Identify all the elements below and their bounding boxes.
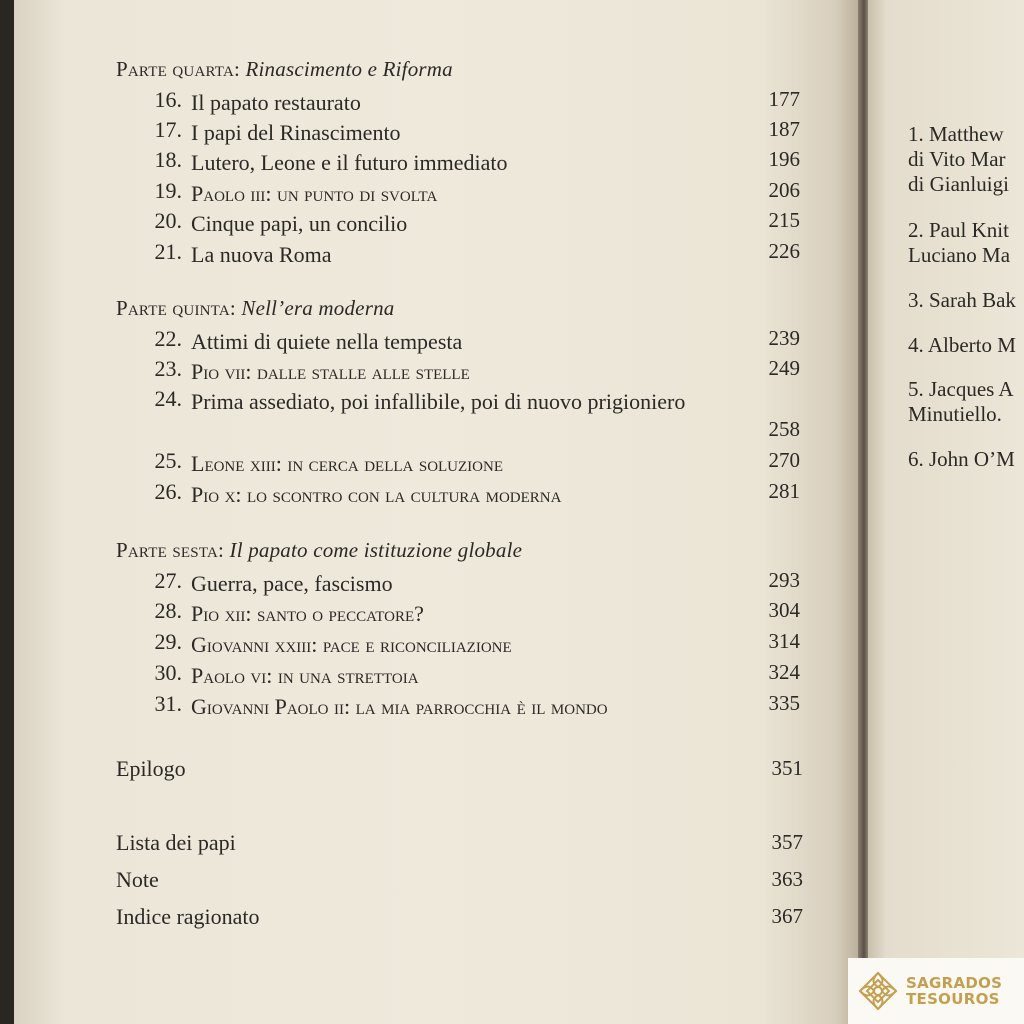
chapter-title: Giovanni Paolo ii: la mia parrocchia è il mondo	[191, 694, 608, 719]
back-matter-title: Note	[116, 867, 159, 892]
page-number: 363	[771, 867, 803, 891]
toc-entry	[0, 239, 860, 269]
chapter-number: 20.	[154, 208, 182, 233]
toc-entry	[0, 691, 860, 721]
page-number: 357	[771, 830, 803, 854]
right-page-line: di Gianluigi	[908, 172, 1009, 196]
right-page-line: 6. John O’M	[908, 447, 1015, 471]
page-number: 324	[768, 660, 800, 684]
toc-entry	[0, 117, 860, 147]
page-number: 258	[768, 417, 800, 441]
part-prefix: Parte sesta:	[116, 538, 225, 562]
ornament-icon	[856, 969, 900, 1013]
chapter-title: Pio vii: dalle stalle alle stelle	[191, 359, 470, 384]
chapter-number: 17.	[154, 117, 182, 142]
chapter-title: Guerra, pace, fascismo	[191, 571, 393, 596]
chapter-number: 23.	[154, 356, 182, 381]
page-number: 215	[768, 208, 800, 232]
toc-entry	[0, 479, 860, 509]
chapter-number: 26.	[154, 479, 182, 504]
part-name: Rinascimento e Riforma	[245, 57, 453, 81]
logo-line: TESOUROS	[906, 990, 1000, 1008]
toc-entry	[0, 448, 860, 478]
chapter-title: Giovanni xxiii: pace e riconciliazione	[191, 632, 512, 657]
page-number: 304	[768, 598, 800, 622]
part-name: Il papato come istituzione globale	[229, 538, 523, 562]
chapter-title: Paolo vi: in una strettoia	[191, 663, 419, 688]
page-number: 226	[768, 239, 800, 263]
chapter-number: 21.	[154, 239, 182, 264]
logo-wordmark	[906, 975, 1002, 1007]
part-name: Nell’era moderna	[241, 296, 395, 320]
page-number: 314	[768, 629, 800, 653]
page-number: 187	[768, 117, 800, 141]
toc-entry	[0, 660, 860, 690]
right-page-line: Minutiello.	[908, 402, 1002, 426]
page-number: 281	[768, 479, 800, 503]
chapter-title: Lutero, Leone e il futuro immediato	[191, 150, 508, 175]
page-number: 239	[768, 326, 800, 350]
chapter-title: Il papato restaurato	[191, 90, 361, 115]
chapter-title: Pio x: lo scontro con la cultura moderna	[191, 482, 562, 507]
page-number: 249	[768, 356, 800, 380]
chapter-title: Paolo iii: un punto di svolta	[191, 181, 438, 206]
right-page-line: 3. Sarah Bak	[908, 288, 1016, 312]
page-number: 335	[768, 691, 800, 715]
back-matter-title: Lista dei papi	[116, 830, 236, 855]
part-prefix: Parte quinta:	[116, 296, 236, 320]
page-number: 351	[771, 756, 803, 780]
page-number: 270	[768, 448, 800, 472]
right-page-line: 1. Matthew	[908, 122, 1004, 146]
page-number: 177	[768, 87, 800, 111]
page-number: 206	[768, 178, 800, 202]
watermark-logo	[848, 958, 1024, 1024]
chapter-number: 27.	[154, 568, 182, 593]
right-page-line: di Vito Mar	[908, 147, 1006, 171]
toc-entry	[0, 178, 860, 208]
page-number: 367	[771, 904, 803, 928]
toc-entry	[0, 386, 860, 448]
logo-line: SAGRADOS	[906, 974, 1003, 992]
page-number: 293	[768, 568, 800, 592]
toc-entry	[0, 356, 860, 386]
toc-entry	[0, 208, 860, 238]
chapter-number: 16.	[154, 87, 182, 112]
back-matter-title: Epilogo	[116, 756, 186, 781]
part-heading	[116, 296, 394, 321]
chapter-number: 29.	[154, 629, 182, 654]
chapter-number: 25.	[154, 448, 182, 473]
toc-entry	[0, 87, 860, 117]
chapter-number: 22.	[154, 326, 182, 351]
right-page-line: 4. Alberto M	[908, 333, 1016, 357]
toc-entry	[0, 147, 860, 177]
chapter-title: Prima assediato, poi infallibile, poi di nuovo prigioniero	[191, 389, 686, 414]
part-heading	[116, 57, 453, 82]
right-page-line: 2. Paul Knit	[908, 218, 1009, 242]
back-matter-title: Indice ragionato	[116, 904, 260, 929]
page-number: 196	[768, 147, 800, 171]
toc-entry	[0, 326, 860, 356]
chapter-title: Leone xiii: in cerca della soluzione	[191, 451, 504, 476]
chapter-number: 30.	[154, 660, 182, 685]
chapter-number: 24.	[154, 386, 182, 411]
chapter-number: 28.	[154, 598, 182, 623]
part-heading	[116, 538, 522, 563]
part-prefix: Parte quarta:	[116, 57, 241, 81]
chapter-number: 18.	[154, 147, 182, 172]
chapter-title: Attimi di quiete nella tempesta	[191, 329, 463, 354]
chapter-title: Cinque papi, un concilio	[191, 211, 408, 236]
chapter-number: 19.	[154, 178, 182, 203]
chapter-number: 31.	[154, 691, 182, 716]
chapter-title: I papi del Rinascimento	[191, 120, 401, 145]
right-page-line: 5. Jacques A	[908, 377, 1014, 401]
chapter-title: La nuova Roma	[191, 242, 332, 267]
toc-entry	[0, 598, 860, 628]
toc-entry	[0, 629, 860, 659]
right-page-line: Luciano Ma	[908, 243, 1011, 267]
chapter-title: Pio xii: santo o peccatore?	[191, 601, 424, 626]
toc-entry	[0, 568, 860, 598]
